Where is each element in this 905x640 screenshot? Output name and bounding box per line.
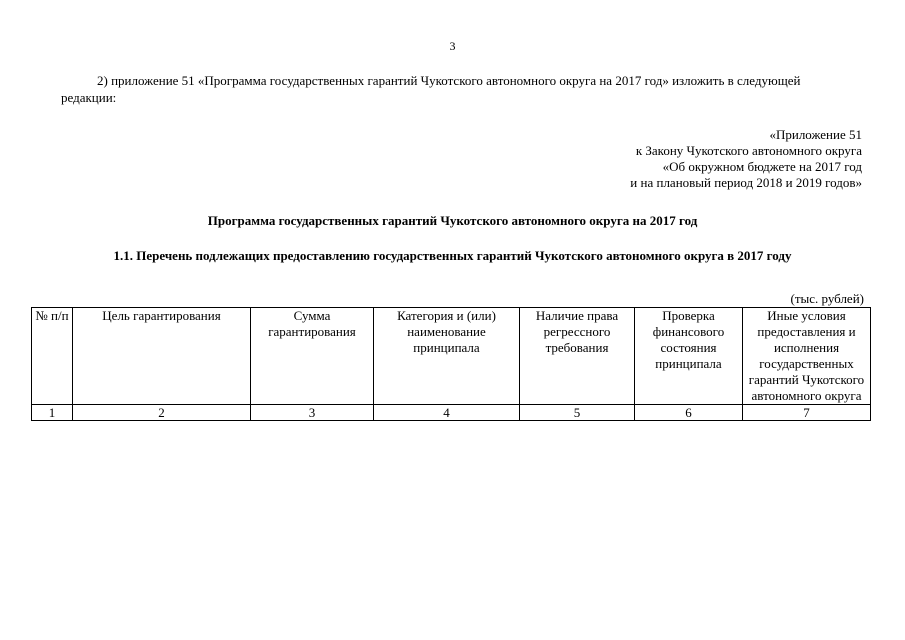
- annex-line-3: «Об окружном бюджете на 2017 год: [662, 159, 862, 174]
- table-cell: 3: [251, 405, 374, 421]
- table-cell: 6: [635, 405, 743, 421]
- page-number: 3: [449, 39, 456, 53]
- intro-paragraph: 2) приложение 51 «Программа государственных гарантий Чукотского автономного округа на 2017 год» изложить в следующей редакции:: [61, 73, 801, 105]
- annex-line-4: и на плановый период 2018 и 2019 годов»: [630, 175, 862, 190]
- units-label: (тыс. рублей): [790, 291, 864, 306]
- annex-line-2: к Закону Чукотского автономного округа: [635, 143, 862, 158]
- table-header-row: [32, 308, 871, 405]
- header-other-conditions: Иные условия предоставления и исполнения государственных гарантий Чукотского автономного округа: [743, 308, 871, 405]
- header-recourse-right: Наличие права регрессного требования: [520, 308, 635, 405]
- header-number: № п/п: [32, 308, 73, 405]
- table-cell: 7: [743, 405, 871, 421]
- annex-line-1: «Приложение 51: [769, 127, 862, 142]
- document-title: Программа государственных гарантий Чукотского автономного округа на 2017 год: [207, 213, 698, 228]
- table-cell: 5: [520, 405, 635, 421]
- header-financial-check: Проверка финансового состояния принципала: [635, 308, 743, 405]
- table-cell: 1: [32, 405, 73, 421]
- annex-header: [630, 127, 862, 191]
- section-title: 1.1. Перечень подлежащих предоставлению государственных гарантий Чукотского автономного округа в 2017 году: [113, 248, 792, 263]
- table-cell: 4: [374, 405, 520, 421]
- table-numbering-row: [32, 405, 871, 421]
- header-amount: Сумма гарантирования: [251, 308, 374, 405]
- header-principal-category: Категория и (или) наименование принципала: [374, 308, 520, 405]
- table-cell: 2: [73, 405, 251, 421]
- header-purpose: Цель гарантирования: [73, 308, 251, 405]
- guarantees-table: [31, 307, 871, 421]
